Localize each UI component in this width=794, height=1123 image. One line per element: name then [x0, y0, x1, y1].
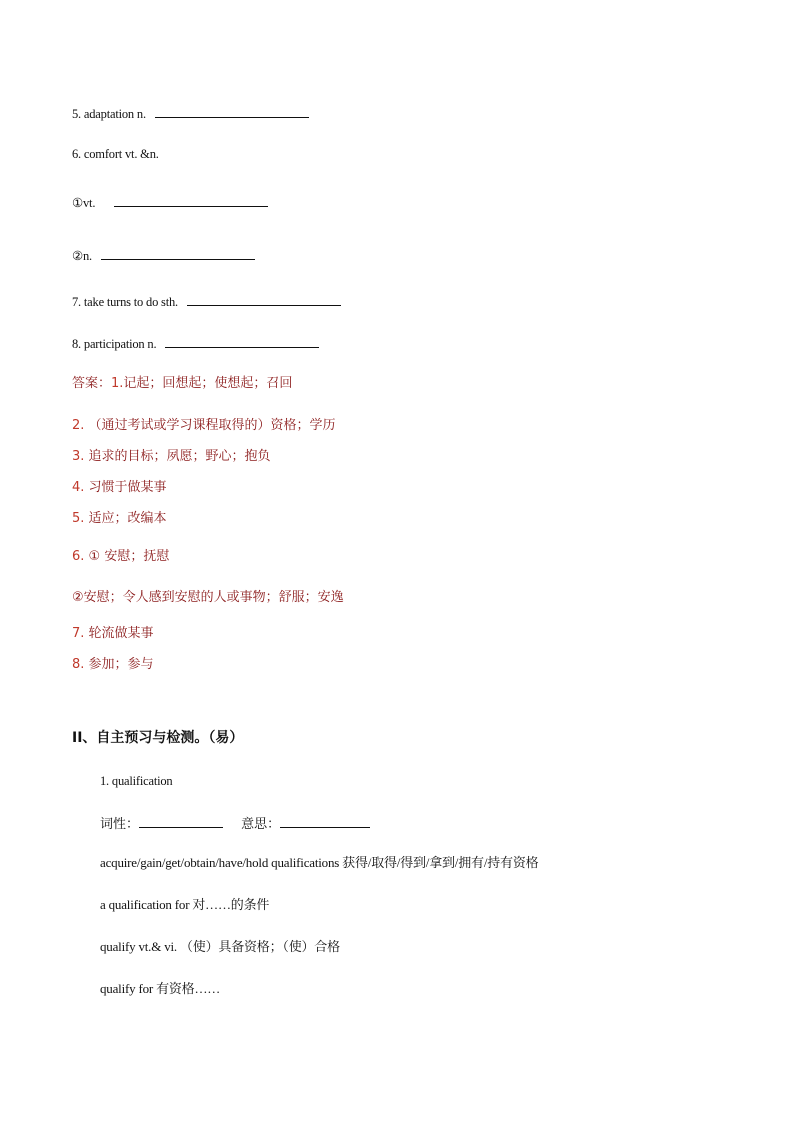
- phrase-line: qualify vt.& vi. （使）具备资格；（使）合格: [100, 939, 340, 954]
- answer-text: 轮流做某事: [88, 626, 154, 641]
- answer-text: 追求的目标；夙愿；野心；抱负: [88, 449, 271, 464]
- meaning-label: 意思：: [241, 817, 281, 832]
- vocab-label: ②n.: [72, 249, 92, 263]
- answer-text: 适应；改编本: [88, 511, 167, 526]
- answer-number: 7.: [72, 626, 85, 641]
- answer-number: 8.: [72, 657, 85, 672]
- answer-line-5: [72, 511, 167, 527]
- phrase-line: a qualification for 对……的条件: [100, 897, 270, 912]
- answer-line-3: [72, 449, 271, 465]
- vocab-item-8: [72, 335, 319, 352]
- vocab-item-7: [72, 293, 341, 310]
- answer-line-6b: [72, 590, 344, 606]
- answer-line-6: [72, 549, 169, 565]
- answer-number: 1.: [111, 376, 124, 391]
- answer-text: ②安慰；令人感到安慰的人或事物；舒服；安逸: [72, 590, 344, 605]
- vocab-label: ①vt.: [72, 196, 96, 210]
- phrase-line: acquire/gain/get/obtain/have/hold qualifications 获得/取得/得到/拿到/拥有/持有资格: [100, 855, 539, 870]
- answer-line-2: [72, 418, 336, 434]
- vocab-item-6: [72, 146, 159, 162]
- pos-blank[interactable]: [139, 815, 223, 828]
- word-info-row: [100, 815, 370, 833]
- answer-line-7: [72, 626, 154, 642]
- vocab-item-6-vt: [72, 194, 268, 211]
- answer-prefix: 答案：: [72, 376, 112, 391]
- vocab-item-6-n: [72, 247, 255, 264]
- vocab-item-5: [72, 105, 309, 122]
- answer-number: 4.: [72, 480, 85, 495]
- answer-text: 习惯于做某事: [88, 480, 167, 495]
- answer-blank[interactable]: [101, 247, 255, 260]
- section-heading: II、自主预习与检测。（易）: [72, 730, 244, 746]
- answer-line-8: [72, 657, 154, 673]
- answer-blank[interactable]: [155, 105, 309, 118]
- answer-text: ① 安慰；抚慰: [88, 549, 170, 564]
- vocab-label: 7. take turns to do sth.: [72, 295, 178, 309]
- answer-blank[interactable]: [187, 293, 341, 306]
- answer-number: 2.: [72, 418, 85, 433]
- meaning-blank[interactable]: [280, 815, 370, 828]
- answer-text: 参加；参与: [88, 657, 154, 672]
- pos-label: 词性：: [100, 817, 140, 832]
- answer-text: 记起；回想起；使想起；召回: [123, 376, 293, 391]
- answer-text: （通过考试或学习课程取得的）资格；学历: [88, 418, 336, 433]
- vocab-label: 5. adaptation n.: [72, 107, 146, 121]
- answer-line-4: [72, 480, 167, 496]
- answer-line-1: [72, 376, 292, 392]
- answer-blank[interactable]: [165, 335, 319, 348]
- answer-number: 3.: [72, 449, 85, 464]
- answer-blank[interactable]: [114, 194, 268, 207]
- phrase-line: qualify for 有资格……: [100, 981, 221, 996]
- answer-number: 6.: [72, 549, 85, 564]
- answer-number: 5.: [72, 511, 85, 526]
- vocab-label: 6. comfort vt. &n.: [72, 147, 159, 161]
- vocab-label: 8. participation n.: [72, 337, 157, 351]
- section-word: 1. qualification: [100, 774, 173, 788]
